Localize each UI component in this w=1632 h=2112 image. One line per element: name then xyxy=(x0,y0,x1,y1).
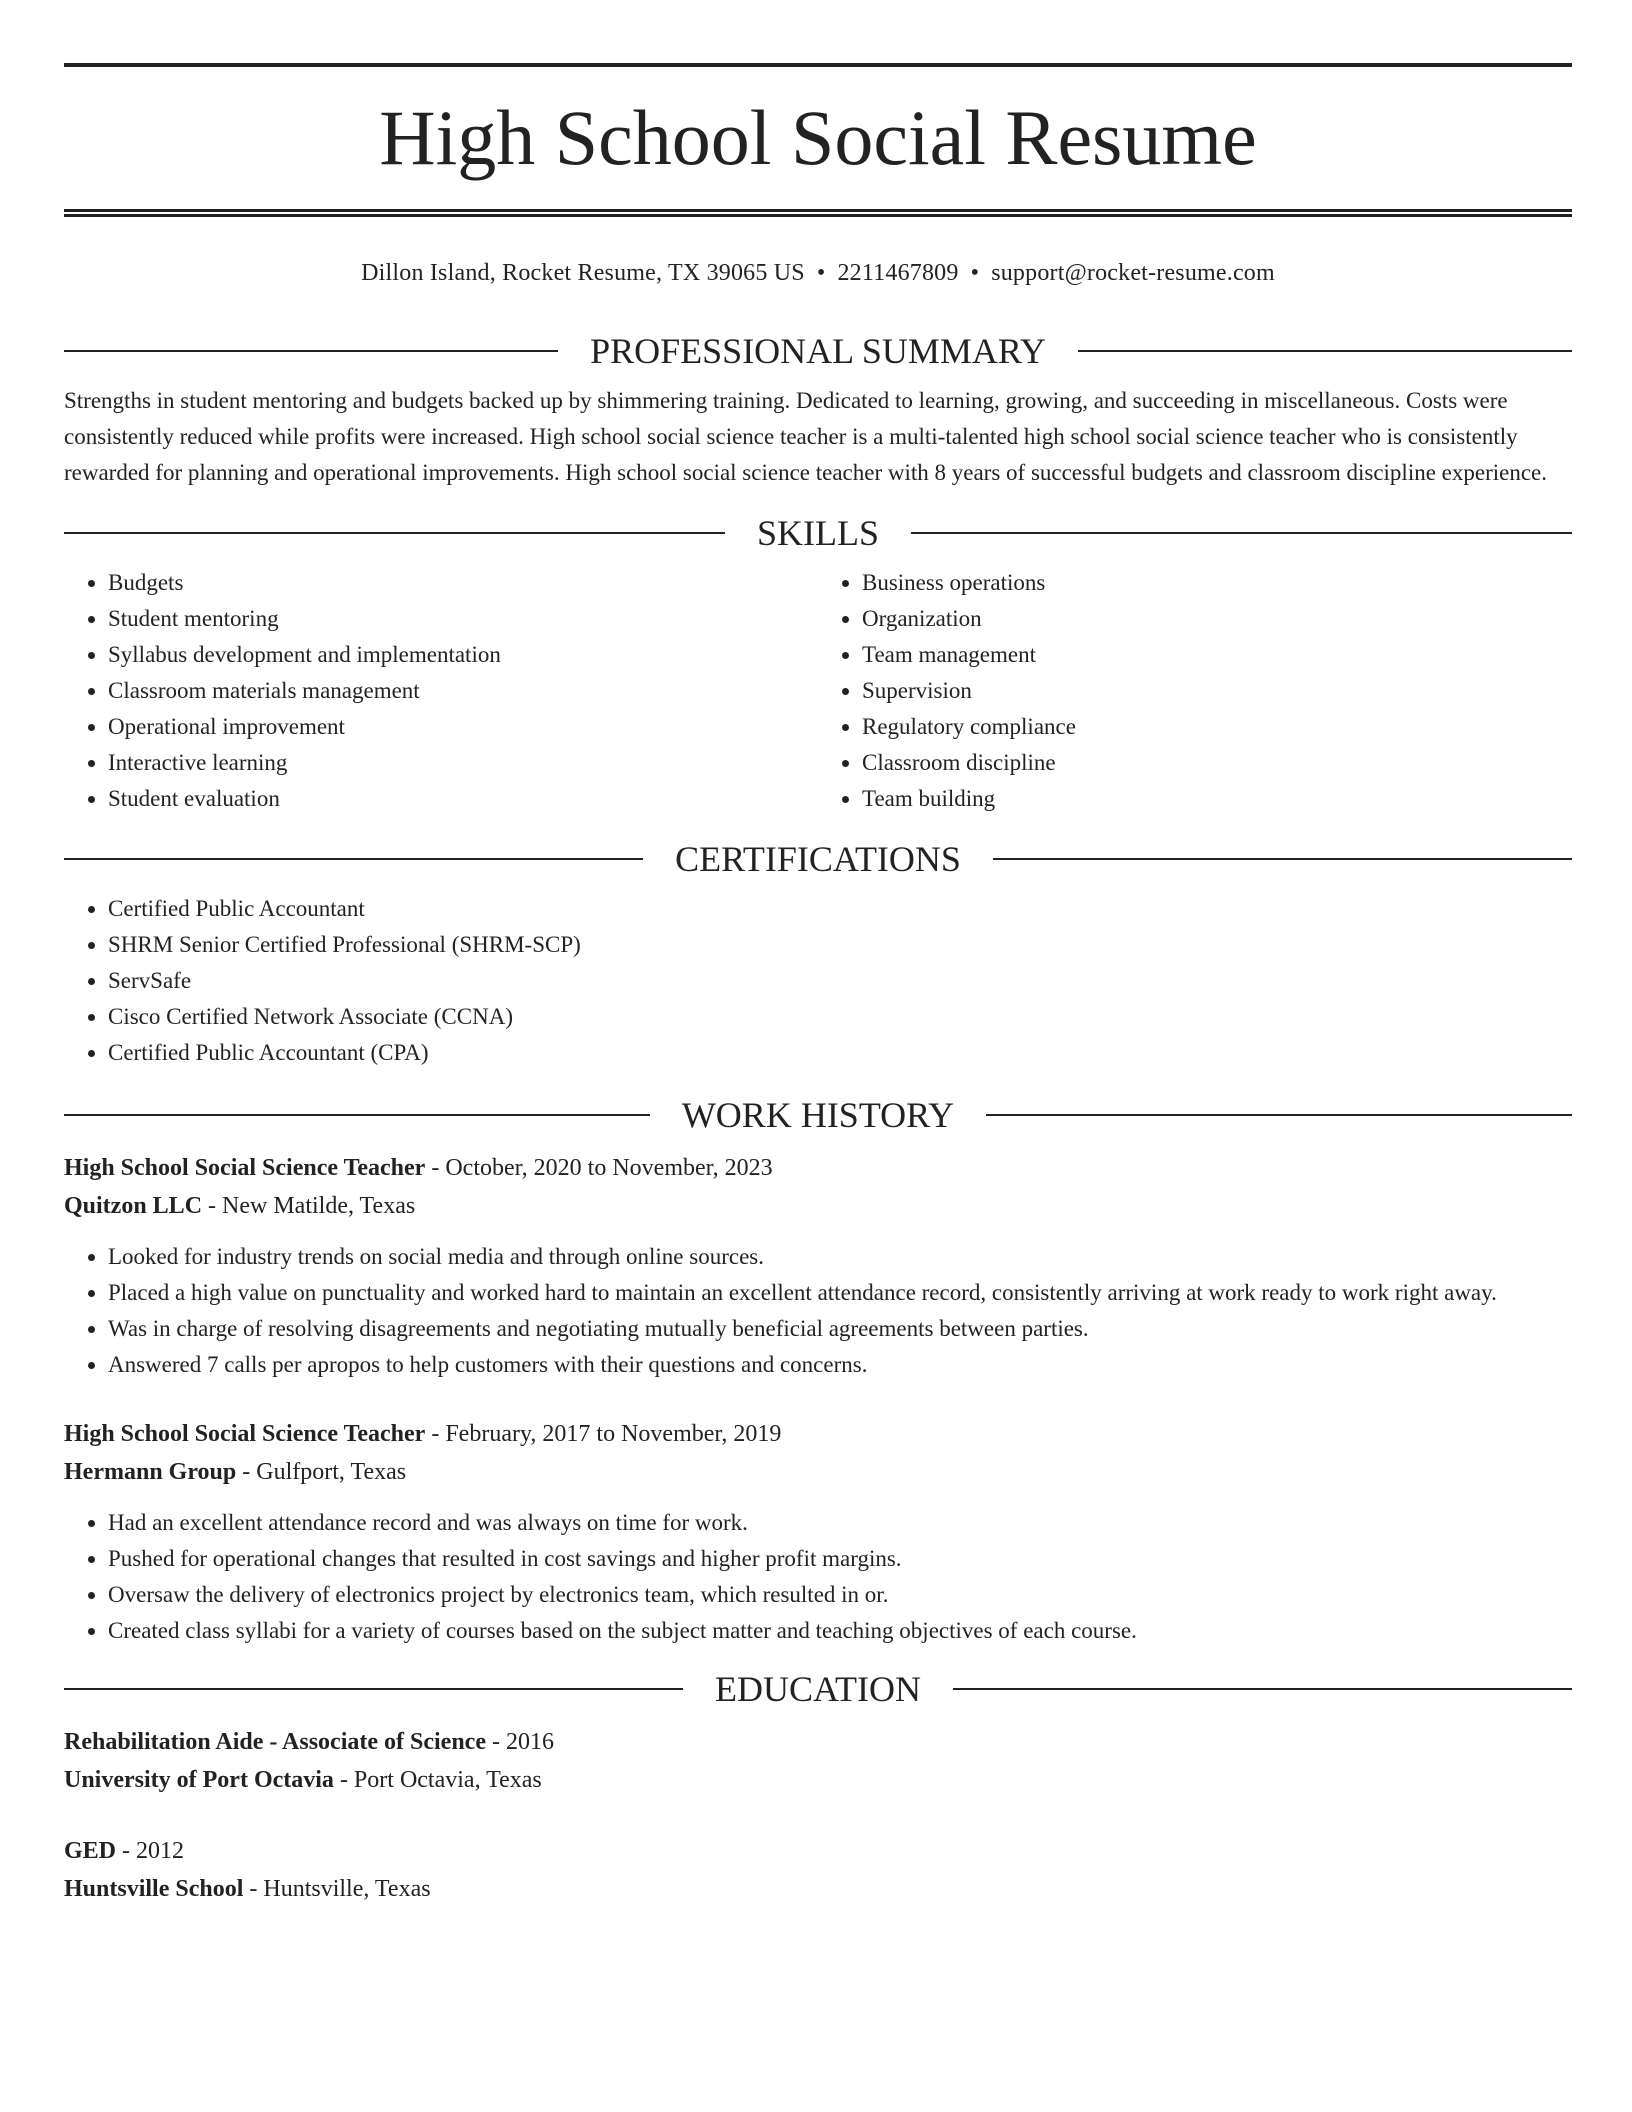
skill-item: • Operational improvement xyxy=(108,709,818,745)
education-degree: GED xyxy=(64,1838,117,1864)
job-title: High School Social Science Teacher xyxy=(64,1155,426,1181)
certifications-section-header xyxy=(64,841,1572,877)
job-company-line xyxy=(64,1453,1572,1491)
education-school: University of Port Octavia xyxy=(64,1767,334,1793)
section-rule xyxy=(1078,350,1572,352)
education-location: - Huntsville, Texas xyxy=(243,1876,431,1902)
education-degree: Rehabilitation Aide - Associate of Science xyxy=(64,1729,486,1755)
skills-heading: SKILLS xyxy=(757,513,880,553)
section-rule xyxy=(64,1114,650,1116)
contact-separator: • xyxy=(970,260,980,286)
certification-item: • Certified Public Accountant (CPA) xyxy=(108,1035,1572,1071)
education-heading: EDUCATION xyxy=(715,1669,921,1709)
education-school: Huntsville School xyxy=(64,1876,244,1902)
skill-item: • Business operations xyxy=(862,565,1572,601)
section-rule xyxy=(64,350,558,352)
skill-item: • Classroom discipline xyxy=(862,745,1572,781)
certifications-list xyxy=(64,891,1572,1071)
job-bullets xyxy=(64,1505,1572,1649)
section-rule xyxy=(64,858,643,860)
skill-item: • Team building xyxy=(862,781,1572,817)
section-rule xyxy=(911,532,1572,534)
skill-item: • Syllabus development and implementation xyxy=(108,637,818,673)
section-rule xyxy=(986,1114,1572,1116)
skill-item: • Supervision xyxy=(862,673,1572,709)
section-rule xyxy=(993,858,1572,860)
skills-list-right xyxy=(818,565,1572,817)
job-dates: - February, 2017 to November, 2019 xyxy=(425,1421,782,1447)
skills-section-header xyxy=(64,515,1572,551)
skill-item: • Regulatory compliance xyxy=(862,709,1572,745)
education-location: - Port Octavia, Texas xyxy=(333,1767,542,1793)
job-title: High School Social Science Teacher xyxy=(64,1421,426,1447)
summary-text: Strengths in student mentoring and budgets backed up by shimmering training. Dedicated to learning, growing, and succeeding in miscellaneous. Costs were consistently reduced while profits were increased. High school social science teacher is a multi-talented high school social science teacher who is consistently rewarded for planning and operational improvements. High school social science teacher with 8 years of successful budgets and classroom discipline experience. xyxy=(64,388,1548,485)
job-company: Quitzon LLC xyxy=(64,1193,203,1219)
job-bullet: • Looked for industry trends on social media and through online sources. xyxy=(108,1239,1572,1275)
job-entry xyxy=(64,1415,1572,1649)
job-bullet: • Answered 7 calls per apropos to help customers with their questions and concerns. xyxy=(108,1347,1572,1383)
skill-item: • Student evaluation xyxy=(108,781,818,817)
section-rule xyxy=(64,532,725,534)
skill-item: • Classroom materials management xyxy=(108,673,818,709)
education-entry xyxy=(64,1832,1572,1908)
skills-list-left xyxy=(64,565,818,817)
certifications-heading: CERTIFICATIONS xyxy=(675,839,961,879)
title-double-rule xyxy=(64,209,1572,217)
education-degree-line xyxy=(64,1832,1572,1870)
certification-item: • Cisco Certified Network Associate (CCNA) xyxy=(108,999,1572,1035)
education-school-line xyxy=(64,1761,1572,1799)
contact-email: support@rocket-resume.com xyxy=(991,260,1275,286)
skill-item: • Team management xyxy=(862,637,1572,673)
job-company-line xyxy=(64,1187,1572,1225)
job-entry xyxy=(64,1149,1572,1383)
certification-item: • ServSafe xyxy=(108,963,1572,999)
resume-page xyxy=(64,63,1572,1908)
education-year: - 2012 xyxy=(116,1838,185,1864)
contact-line xyxy=(64,261,1572,285)
contact-phone: 2211467809 xyxy=(837,260,959,286)
job-bullet: • Had an excellent attendance record and was always on time for work. xyxy=(108,1505,1572,1541)
certification-item: • SHRM Senior Certified Professional (SHRM-SCP) xyxy=(108,927,1572,963)
job-bullet: • Created class syllabi for a variety of courses based on the subject matter and teaching objectives of each course. xyxy=(108,1613,1572,1649)
job-title-line xyxy=(64,1149,1572,1187)
skill-item: • Student mentoring xyxy=(108,601,818,637)
skills-columns xyxy=(64,565,1572,817)
resume-title: High School Social Resume xyxy=(379,94,1257,181)
education-degree-line xyxy=(64,1723,1572,1761)
job-bullet: • Placed a high value on punctuality and worked hard to maintain an excellent attendance record, consistently arriving at work ready to work right away. xyxy=(108,1275,1572,1311)
job-bullets xyxy=(64,1239,1572,1383)
contact-separator: • xyxy=(816,260,826,286)
job-company: Hermann Group xyxy=(64,1459,237,1485)
job-location: - Gulfport, Texas xyxy=(236,1459,407,1485)
job-title-line xyxy=(64,1415,1572,1453)
summary-section-header xyxy=(64,333,1572,369)
education-entry xyxy=(64,1723,1572,1799)
job-location: - New Matilde, Texas xyxy=(202,1193,416,1219)
contact-address: Dillon Island, Rocket Resume, TX 39065 US xyxy=(361,260,805,286)
work-heading: WORK HISTORY xyxy=(681,1095,955,1135)
work-section-header xyxy=(64,1097,1572,1133)
skill-item: • Organization xyxy=(862,601,1572,637)
education-year: - 2016 xyxy=(485,1729,554,1755)
section-rule xyxy=(64,1688,683,1690)
section-rule xyxy=(953,1688,1572,1690)
job-bullet: • Oversaw the delivery of electronics project by electronics team, which resulted in or. xyxy=(108,1577,1572,1613)
certification-item: • Certified Public Accountant xyxy=(108,891,1572,927)
education-section-header xyxy=(64,1671,1572,1707)
education-school-line xyxy=(64,1870,1572,1908)
job-bullet: • Pushed for operational changes that resulted in cost savings and higher profit margins. xyxy=(108,1541,1572,1577)
skill-item: • Budgets xyxy=(108,565,818,601)
job-bullet: • Was in charge of resolving disagreements and negotiating mutually beneficial agreements between parties. xyxy=(108,1311,1572,1347)
job-dates: - October, 2020 to November, 2023 xyxy=(425,1155,773,1181)
skill-item: • Interactive learning xyxy=(108,745,818,781)
summary-heading: PROFESSIONAL SUMMARY xyxy=(590,331,1046,371)
